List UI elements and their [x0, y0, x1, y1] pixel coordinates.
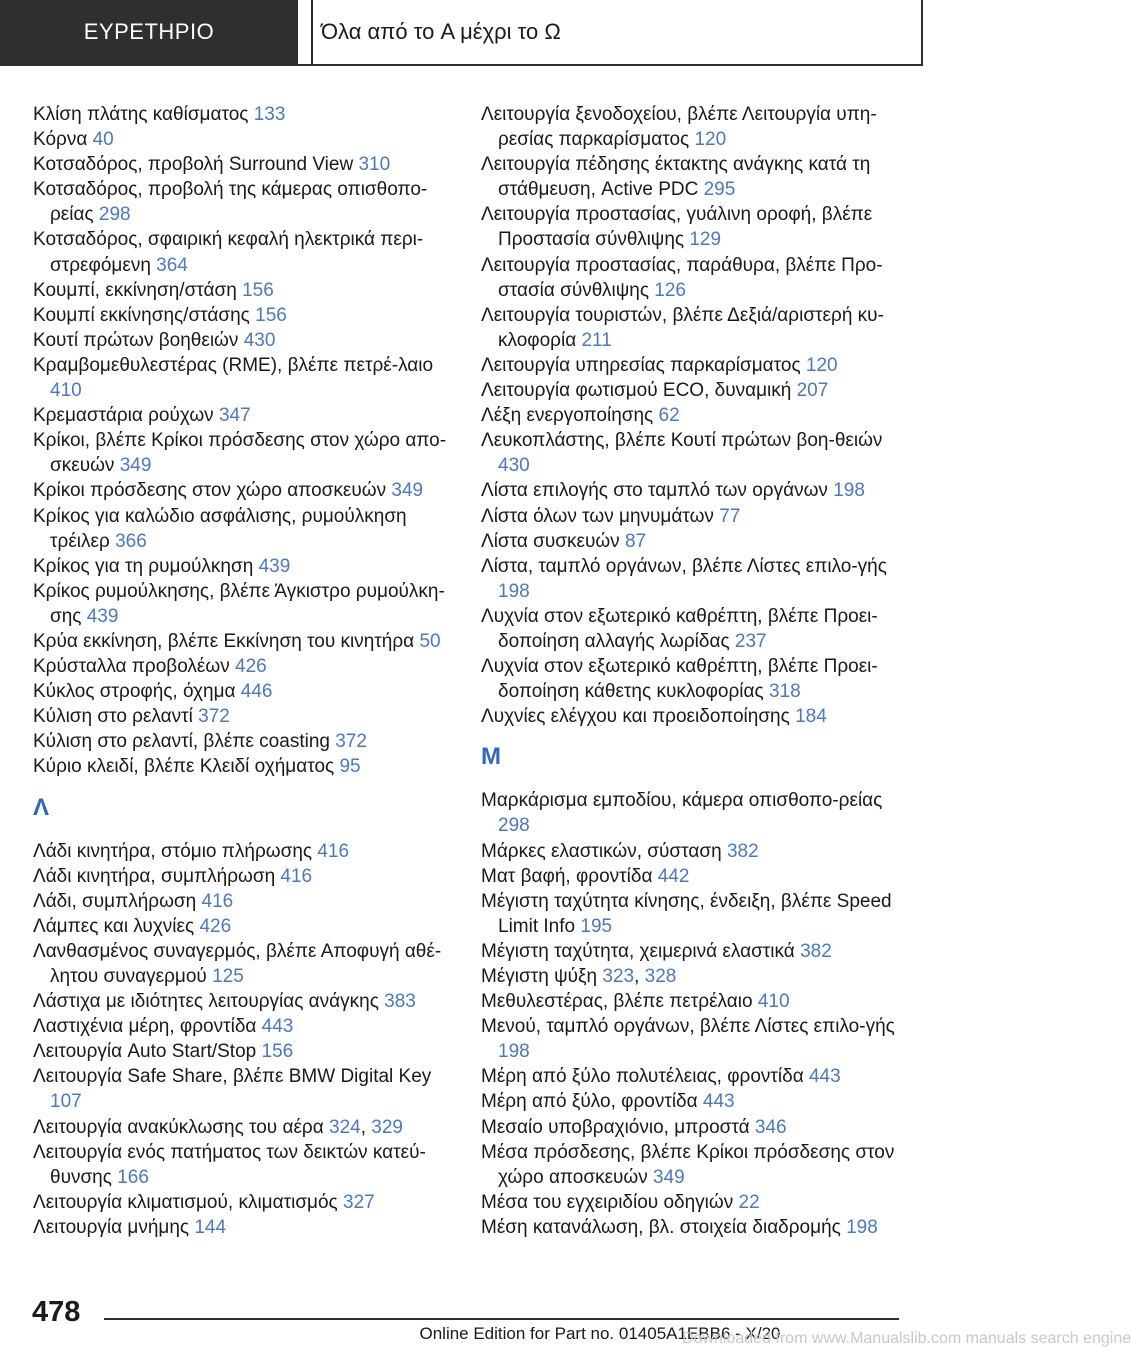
index-entry-text: Λειτουργία κλιματισμού, κλιματισμός [33, 1191, 338, 1213]
page-reference-link[interactable]: 120 [805, 354, 838, 376]
index-entry-text: Λειτουργία Safe Share, βλέπε BMW Digital Key [33, 1066, 432, 1088]
index-entry-text: Κρίκοι πρόσδεσης στον χώρο αποσκευών [33, 480, 387, 502]
index-entry-text: Κοτσαδόρος, προβολή της κάμερας οπισθοπο-ρείας [33, 179, 428, 226]
index-entry-text: Μέρη από ξύλο πολυτέλειας, φροντίδα [481, 1066, 804, 1088]
page-reference-link[interactable]: 125 [212, 966, 244, 987]
page-reference-link[interactable]: 443 [808, 1066, 841, 1088]
index-entry [33, 939, 453, 989]
index-entry-text: Λειτουργία πέδησης έκτακτης ανάγκης κατά τη στάθμευση, Active PDC [481, 154, 871, 201]
page-reference-link[interactable]: 211 [581, 329, 612, 351]
index-entry-text: Μενού, ταμπλό οργάνων, βλέπε Λίστες επιλο-γής [481, 1016, 895, 1038]
index-entry [481, 864, 901, 889]
page-reference-link[interactable]: 349 [391, 480, 424, 502]
index-entry [33, 127, 453, 152]
index-entry-text: Κύλιση στο ρελαντί, βλέπε coasting [33, 731, 330, 753]
index-entry [481, 353, 901, 378]
page-reference-link[interactable]: 327 [343, 1191, 375, 1213]
index-entry-text: Λάδι κινητήρα, συμπλήρωση [33, 865, 276, 887]
index-entry-text: Λειτουργία φωτισμού ECO, δυναμική [481, 380, 792, 402]
index-entry-text: Λειτουργία μνήμης [33, 1216, 190, 1238]
index-entry [33, 914, 453, 939]
index-entry-text: Ματ βαφή, φροντίδα [481, 865, 653, 887]
index-entry [33, 629, 453, 654]
index-entry [33, 654, 453, 679]
index-entry-text: Λαστιχένια μέρη, φροντίδα [33, 1016, 257, 1038]
index-entry-text: Λειτουργία υπηρεσίας παρκαρίσματος [481, 354, 801, 376]
index-entry-text: Μαρκάρισμα εμποδίου, κάμερα οπισθοπο-ρείας [481, 790, 883, 812]
index-entry [33, 177, 453, 227]
index-entry-text: Μέρη από ξύλο, φροντίδα [481, 1091, 698, 1113]
index-entry [481, 1215, 901, 1240]
page-reference-link[interactable]: 298 [498, 815, 530, 837]
index-entry [33, 754, 453, 779]
index-entry-text: Λυχνίες ελέγχου και προειδοποίησης [481, 706, 790, 728]
page-reference-link[interactable]: 426 [235, 656, 267, 678]
page-reference-link[interactable]: 87 [624, 530, 647, 552]
page-reference-link[interactable]: 40 [92, 129, 114, 151]
page-reference-link[interactable]: 318 [768, 681, 801, 703]
page-reference-link[interactable]: 439 [258, 555, 291, 577]
index-entry [481, 1190, 901, 1215]
index-entry: Λειτουργία ανακύκλωσης του αέρα 324, 329 [33, 1116, 403, 1138]
index-entry [33, 403, 453, 428]
page-reference-link[interactable]: 410 [50, 380, 82, 402]
index-column-left [33, 102, 453, 1240]
page-reference-link[interactable]: 443 [702, 1091, 735, 1113]
index-entry [481, 1014, 901, 1064]
page-reference-link[interactable]: 346 [754, 1116, 787, 1138]
index-entry [481, 478, 901, 503]
index-entry: Μέγιστη ψύξη 323, 328 [481, 966, 677, 987]
index-entry [33, 1140, 453, 1190]
index-entry-text: Λάδι, συμπλήρωση [33, 890, 197, 912]
page-reference-link[interactable]: 207 [796, 380, 829, 402]
index-entry-text: Λυχνία στον εξωτερικό καθρέπτη, βλέπε Προει-δοποίηση αλλαγής λωρίδας [481, 605, 878, 652]
page-reference-link[interactable]: 349 [653, 1166, 685, 1188]
index-entry-text: Κρίκος για καλώδιο ασφάλισης, ρυμούλκηση τρέιλερ [33, 505, 407, 552]
index-entry [33, 1039, 453, 1064]
index-entry-text: Λάστιχα με ιδιότητες λειτουργίας ανάγκης [33, 991, 379, 1013]
header-rule [0, 64, 923, 66]
index-entry [33, 303, 453, 328]
index-entry [481, 428, 901, 478]
index-entry-text: Κύλιση στο ρελαντί [33, 706, 193, 728]
index-entry-text: Κόρνα [33, 129, 88, 151]
index-entry-text: Λειτουργία ανακύκλωσης του αέρα [33, 1116, 324, 1138]
page-reference-link[interactable]: 416 [280, 865, 313, 887]
page-reference-link[interactable]: 364 [156, 254, 188, 276]
page-reference-link[interactable]: 133 [253, 104, 286, 125]
watermark: Downloaded from www.Manualslib.com manuals search engine [682, 1330, 1131, 1347]
index-entry [481, 152, 901, 202]
index-entry-text: Λειτουργία Auto Start/Stop [33, 1041, 257, 1063]
index-entry [481, 529, 901, 554]
page-reference-link[interactable]: 156 [242, 279, 274, 301]
index-entry-text: Κλίση πλάτης καθίσματος [33, 104, 249, 125]
range-tab[interactable] [311, 0, 923, 64]
page-reference-link[interactable]: 439 [86, 605, 119, 627]
page-reference-link[interactable]: 366 [115, 530, 147, 552]
index-entry-text: Λανθασμένος συναγερμός, βλέπε Αποφυγή αθέ-λητου συναγερμού [33, 940, 442, 987]
index-entry [481, 604, 901, 654]
index-entry-text: Μέσα πρόσδεσης, βλέπε Κρίκοι πρόσδεσης στον χώρο αποσκευών [481, 1141, 895, 1188]
index-entry-text: Λάδι κινητήρα, στόμιο πλήρωσης [33, 840, 313, 862]
index-entry [33, 889, 453, 914]
index-entry [481, 1140, 901, 1190]
index-entry-text: Λέξη ενεργοποίησης [481, 405, 654, 427]
index-entry-text: Λειτουργία προστασίας, γυάλινη οροφή, βλέπε Προστασία σύνθλιψης [481, 204, 873, 251]
index-entry-text: Κρύσταλλα προβολέων [33, 656, 230, 678]
index-entry [481, 654, 901, 704]
index-entry-text: Κουμπί εκκίνησης/στάσης [33, 304, 250, 326]
index-entry [33, 839, 453, 864]
page-reference-link[interactable]: 195 [580, 915, 613, 937]
page-reference-link[interactable]: 198 [498, 1041, 530, 1063]
page-reference-link[interactable]: 442 [657, 865, 690, 887]
page-reference-link[interactable]: 324 [329, 1116, 361, 1138]
index-entry-text: Κοτσαδόρος, σφαιρική κεφαλή ηλεκτρικά περι-στρεφόμενη [33, 229, 424, 276]
index-entry [33, 989, 453, 1014]
index-entry [481, 202, 901, 252]
index-entry [481, 378, 901, 403]
index-tab[interactable] [0, 0, 298, 64]
page-reference-link[interactable]: 129 [689, 229, 722, 251]
index-entry [33, 679, 453, 704]
index-entry [481, 704, 901, 729]
index-entry [481, 939, 901, 964]
page-reference-link[interactable]: 126 [654, 279, 686, 301]
index-entry-text: Λειτουργία ενός πατήματος των δεικτών κατεύ-θυνσης [33, 1141, 426, 1188]
page-reference-link[interactable]: 430 [243, 329, 276, 351]
page-reference-link[interactable]: 62 [658, 405, 680, 427]
page-reference-link[interactable]: 107 [50, 1091, 82, 1113]
index-entry-text: Μεσαίο υποβραχιόνιο, μπροστά [481, 1116, 750, 1138]
index-entry-text: Μέσα του εγχειριδίου οδηγιών [481, 1191, 734, 1213]
page-reference-link[interactable]: 166 [117, 1166, 149, 1188]
index-entry-text: Λάμπες και λυχνίες [33, 915, 195, 937]
index-entry-text: Λειτουργία προστασίας, παράθυρα, βλέπε Προ-στασία σύνθλιψης [481, 254, 883, 301]
page-reference-link[interactable]: 298 [98, 204, 131, 226]
index-entry-text: Λίστα όλων των μηνυμάτων [481, 505, 714, 527]
index-entry-text: Κρεμαστάρια ρούχων [33, 405, 214, 427]
page-reference-link[interactable]: 237 [734, 630, 767, 652]
page-reference-link[interactable]: 416 [201, 890, 234, 912]
index-entry-text: Κραμβομεθυλεστέρας (RME), βλέπε πετρέ-λαιο [33, 354, 434, 376]
page-reference-link[interactable]: 430 [498, 455, 530, 477]
page-reference-link[interactable]: 95 [339, 756, 361, 778]
index-entry-text: Λευκοπλάστης, βλέπε Κουτί πρώτων βοη-θειών [481, 430, 883, 452]
index-entry-text: Λυχνία στον εξωτερικό καθρέπτη, βλέπε Προει-δοποίηση κάθετης κυκλοφορίας [481, 656, 878, 703]
index-entry [33, 1064, 453, 1114]
index-entry [481, 1064, 901, 1089]
index-entry [33, 353, 453, 403]
page-reference-link[interactable]: 323 [602, 966, 635, 987]
index-entry [481, 1089, 901, 1114]
index-entry-text: Κρύα εκκίνηση, βλέπε Εκκίνηση του κινητήρα [33, 630, 415, 652]
index-entry [33, 579, 453, 629]
page-reference-link[interactable]: 295 [703, 179, 736, 201]
page-reference-link[interactable]: 443 [261, 1016, 294, 1038]
index-entry-text: Μέγιστη ψύξη [481, 966, 598, 987]
index-entry [33, 102, 453, 127]
index-entry [33, 278, 453, 303]
page-reference-link[interactable]: 77 [719, 505, 741, 527]
page-reference-link[interactable]: 184 [795, 706, 827, 728]
page-number: 478 [32, 1296, 81, 1328]
page-reference-link[interactable]: 328 [644, 966, 677, 987]
index-entry [33, 478, 453, 503]
index-entry [33, 428, 453, 478]
index-entry [33, 554, 453, 579]
page-reference-link[interactable]: 329 [371, 1116, 403, 1138]
page-reference-link[interactable]: 347 [218, 405, 251, 427]
page-reference-link[interactable]: 383 [384, 991, 416, 1013]
page-reference-link[interactable]: 198 [846, 1216, 878, 1238]
index-entry-text: Λίστα συσκευών [481, 530, 620, 552]
index-entry [481, 1115, 901, 1140]
page-reference-link[interactable]: 22 [738, 1191, 760, 1213]
index-entry-text: Κύκλος στροφής, όχημα [33, 681, 236, 703]
index-entry-text: Λίστα, ταμπλό οργάνων, βλέπε Λίστες επιλο-γής [481, 555, 887, 577]
index-column-right [481, 102, 901, 1240]
page-reference-link[interactable]: 120 [694, 129, 727, 151]
edition-text: Online Edition for Part no. 01405A1EBB6 - X/20 [419, 1324, 781, 1343]
index-entry-text: Λίστα επιλογής στο ταμπλό των οργάνων [481, 480, 828, 502]
index-entry-text: Μέγιστη ταχύτητα κίνησης, ένδειξη, βλέπε Speed Limit Info [481, 890, 892, 937]
index-entry [33, 729, 453, 754]
index-entry [481, 788, 901, 838]
index-entry [481, 403, 901, 428]
index-entry [33, 864, 453, 889]
index-entry [33, 152, 453, 177]
index-entry-text: Κρίκος ρυμούλκησης, βλέπε Άγκιστρο ρυμούλκη-σης [33, 580, 445, 627]
page-reference-link[interactable]: 446 [240, 681, 273, 703]
index-entry-text: Κρίκος για τη ρυμούλκηση [33, 555, 254, 577]
page-reference-link[interactable]: 372 [335, 731, 367, 753]
page-reference-link[interactable]: 426 [199, 915, 232, 937]
page-reference-link[interactable]: 382 [800, 940, 832, 962]
range-tab-label: Όλα από το A μέχρι το Ω [321, 19, 561, 44]
section-letter: Λ [33, 793, 50, 821]
index-entry [481, 554, 901, 604]
page-header [0, 0, 960, 66]
index-entry [33, 328, 453, 353]
page-reference-link[interactable]: 349 [119, 455, 152, 477]
page-reference-link[interactable]: 416 [317, 840, 350, 862]
index-entry-text: Μάρκες ελαστικών, σύσταση [481, 840, 722, 862]
index-entry-text: Κουμπί, εκκίνηση/στάση [33, 279, 237, 301]
page-reference-link[interactable]: 156 [255, 304, 287, 326]
index-tab-label: ΕΥΡΕΤΗΡΙΟ [83, 19, 215, 44]
index-entry-text: Μέση κατανάλωση, βλ. στοιχεία διαδρομής [481, 1216, 841, 1238]
page-reference-link[interactable]: 382 [726, 840, 759, 862]
index-entry [33, 704, 453, 729]
page-reference-link[interactable]: 198 [498, 580, 530, 602]
index-entry [481, 889, 901, 939]
index-entry [481, 504, 901, 529]
page-reference-link[interactable]: 198 [833, 480, 865, 502]
index-entry-text: Λειτουργία ξενοδοχείου, βλέπε Λειτουργία υπη-ρεσίας παρκαρίσματος [481, 104, 877, 151]
index-entry [33, 504, 453, 554]
index-entry [481, 253, 901, 303]
index-entry-text: Κρίκοι, βλέπε Κρίκοι πρόσδεσης στον χώρο απο-σκευών [33, 430, 447, 477]
page-reference-link[interactable]: 410 [757, 991, 790, 1013]
index-entry [481, 839, 901, 864]
index-entry [33, 1215, 453, 1240]
index-entry [33, 1190, 453, 1215]
page-reference-link[interactable]: 50 [419, 630, 441, 652]
index-entry-text: Μέγιστη ταχύτητα, χειμερινά ελαστικά [481, 940, 795, 962]
index-entry [481, 989, 901, 1014]
index-entry [33, 1014, 453, 1039]
index-entry-text: Κουτί πρώτων βοηθειών [33, 329, 239, 351]
index-entry-text: Κύριο κλειδί, βλέπε Κλειδί οχήματος [33, 756, 335, 778]
page-reference-link[interactable]: 310 [358, 154, 391, 176]
page-reference-link[interactable]: 156 [261, 1041, 294, 1063]
page-reference-link[interactable]: 144 [194, 1216, 227, 1238]
footer-rule [104, 1318, 899, 1320]
section-letter: Μ [481, 743, 501, 771]
page-reference-link[interactable]: 372 [198, 706, 230, 728]
index-entry [481, 303, 901, 353]
index-entry-text: Λειτουργία τουριστών, βλέπε Δεξιά/αριστερή κυ-κλοφορία [481, 304, 884, 351]
index-entry [481, 102, 901, 152]
index-entry [33, 227, 453, 277]
index-entry-text: Μεθυλεστέρας, βλέπε πετρέλαιο [481, 991, 753, 1013]
index-entry-text: Κοτσαδόρος, προβολή Surround View [33, 154, 354, 176]
